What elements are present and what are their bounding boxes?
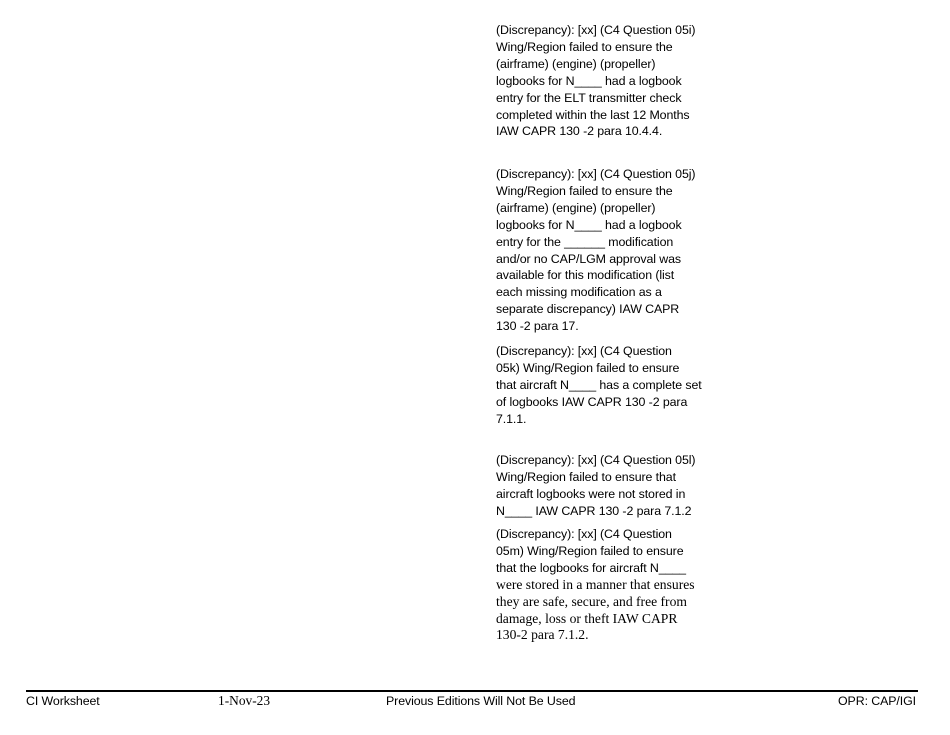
text-line: and/or no CAP/LGM approval was <box>496 251 682 266</box>
discrepancy-05l <box>496 452 722 520</box>
text-line: 7.1.1. <box>496 411 527 426</box>
discrepancy-05m <box>496 526 722 644</box>
text-line: IAW CAPR 130 -2 para 10.4.4. <box>496 124 663 139</box>
footer-opr: OPR: CAP/IGI <box>838 694 916 708</box>
footer-form-name: CI Worksheet <box>26 694 100 708</box>
text-line: that the logbooks for aircraft N____ <box>496 560 686 575</box>
text-line: 130 -2 para 17. <box>496 319 579 334</box>
discrepancy-05j <box>496 166 722 335</box>
text-line: aircraft logbooks were not stored in <box>496 486 686 501</box>
text-line: completed within the last 12 Months <box>496 107 690 122</box>
text-line: entry for the ELT transmitter check <box>496 90 682 105</box>
text-line: entry for the ______ modification <box>496 234 674 249</box>
text-line: available for this modification (list <box>496 268 675 283</box>
text-line: (Discrepancy): [xx] (C4 Question 05i) <box>496 23 696 37</box>
text-line: logbooks for N____ had a logbook <box>496 73 682 88</box>
text-line: each missing modification as a <box>496 285 662 300</box>
text-line: (Discrepancy): [xx] (C4 Question 05l) <box>496 453 696 467</box>
text-line: (airframe) (engine) (propeller) <box>496 200 656 215</box>
discrepancy-05i <box>496 22 722 140</box>
footer-divider <box>26 690 918 692</box>
footer-editions-notice: Previous Editions Will Not Be Used <box>386 694 576 708</box>
text-line: 130-2 para 7.1.2. <box>496 627 589 643</box>
text-line: logbooks for N____ had a logbook <box>496 217 682 232</box>
text-line: were stored in a manner that ensures <box>496 576 695 592</box>
text-line: Wing/Region failed to ensure the <box>496 183 673 198</box>
text-line: 05k) Wing/Region failed to ensure <box>496 360 680 375</box>
text-line: (Discrepancy): [xx] (C4 Question <box>496 527 672 541</box>
text-line: Wing/Region failed to ensure that <box>496 469 676 484</box>
text-line: (Discrepancy): [xx] (C4 Question <box>496 344 672 358</box>
text-line: that aircraft N____ has a complete set <box>496 377 702 392</box>
text-line: separate discrepancy) IAW CAPR <box>496 302 680 317</box>
text-line: 05m) Wing/Region failed to ensure <box>496 543 684 558</box>
text-line: they are safe, secure, and free from <box>496 593 687 609</box>
text-line: damage, loss or theft IAW CAPR <box>496 610 678 626</box>
footer-date: 1-Nov-23 <box>218 693 271 708</box>
text-line: N____ IAW CAPR 130 -2 para 7.1.2 <box>496 503 692 518</box>
text-line: Wing/Region failed to ensure the <box>496 39 673 54</box>
text-line: (airframe) (engine) (propeller) <box>496 56 656 71</box>
text-line: of logbooks IAW CAPR 130 -2 para <box>496 394 688 409</box>
discrepancy-05k <box>496 343 722 428</box>
text-line: (Discrepancy): [xx] (C4 Question 05j) <box>496 167 696 181</box>
